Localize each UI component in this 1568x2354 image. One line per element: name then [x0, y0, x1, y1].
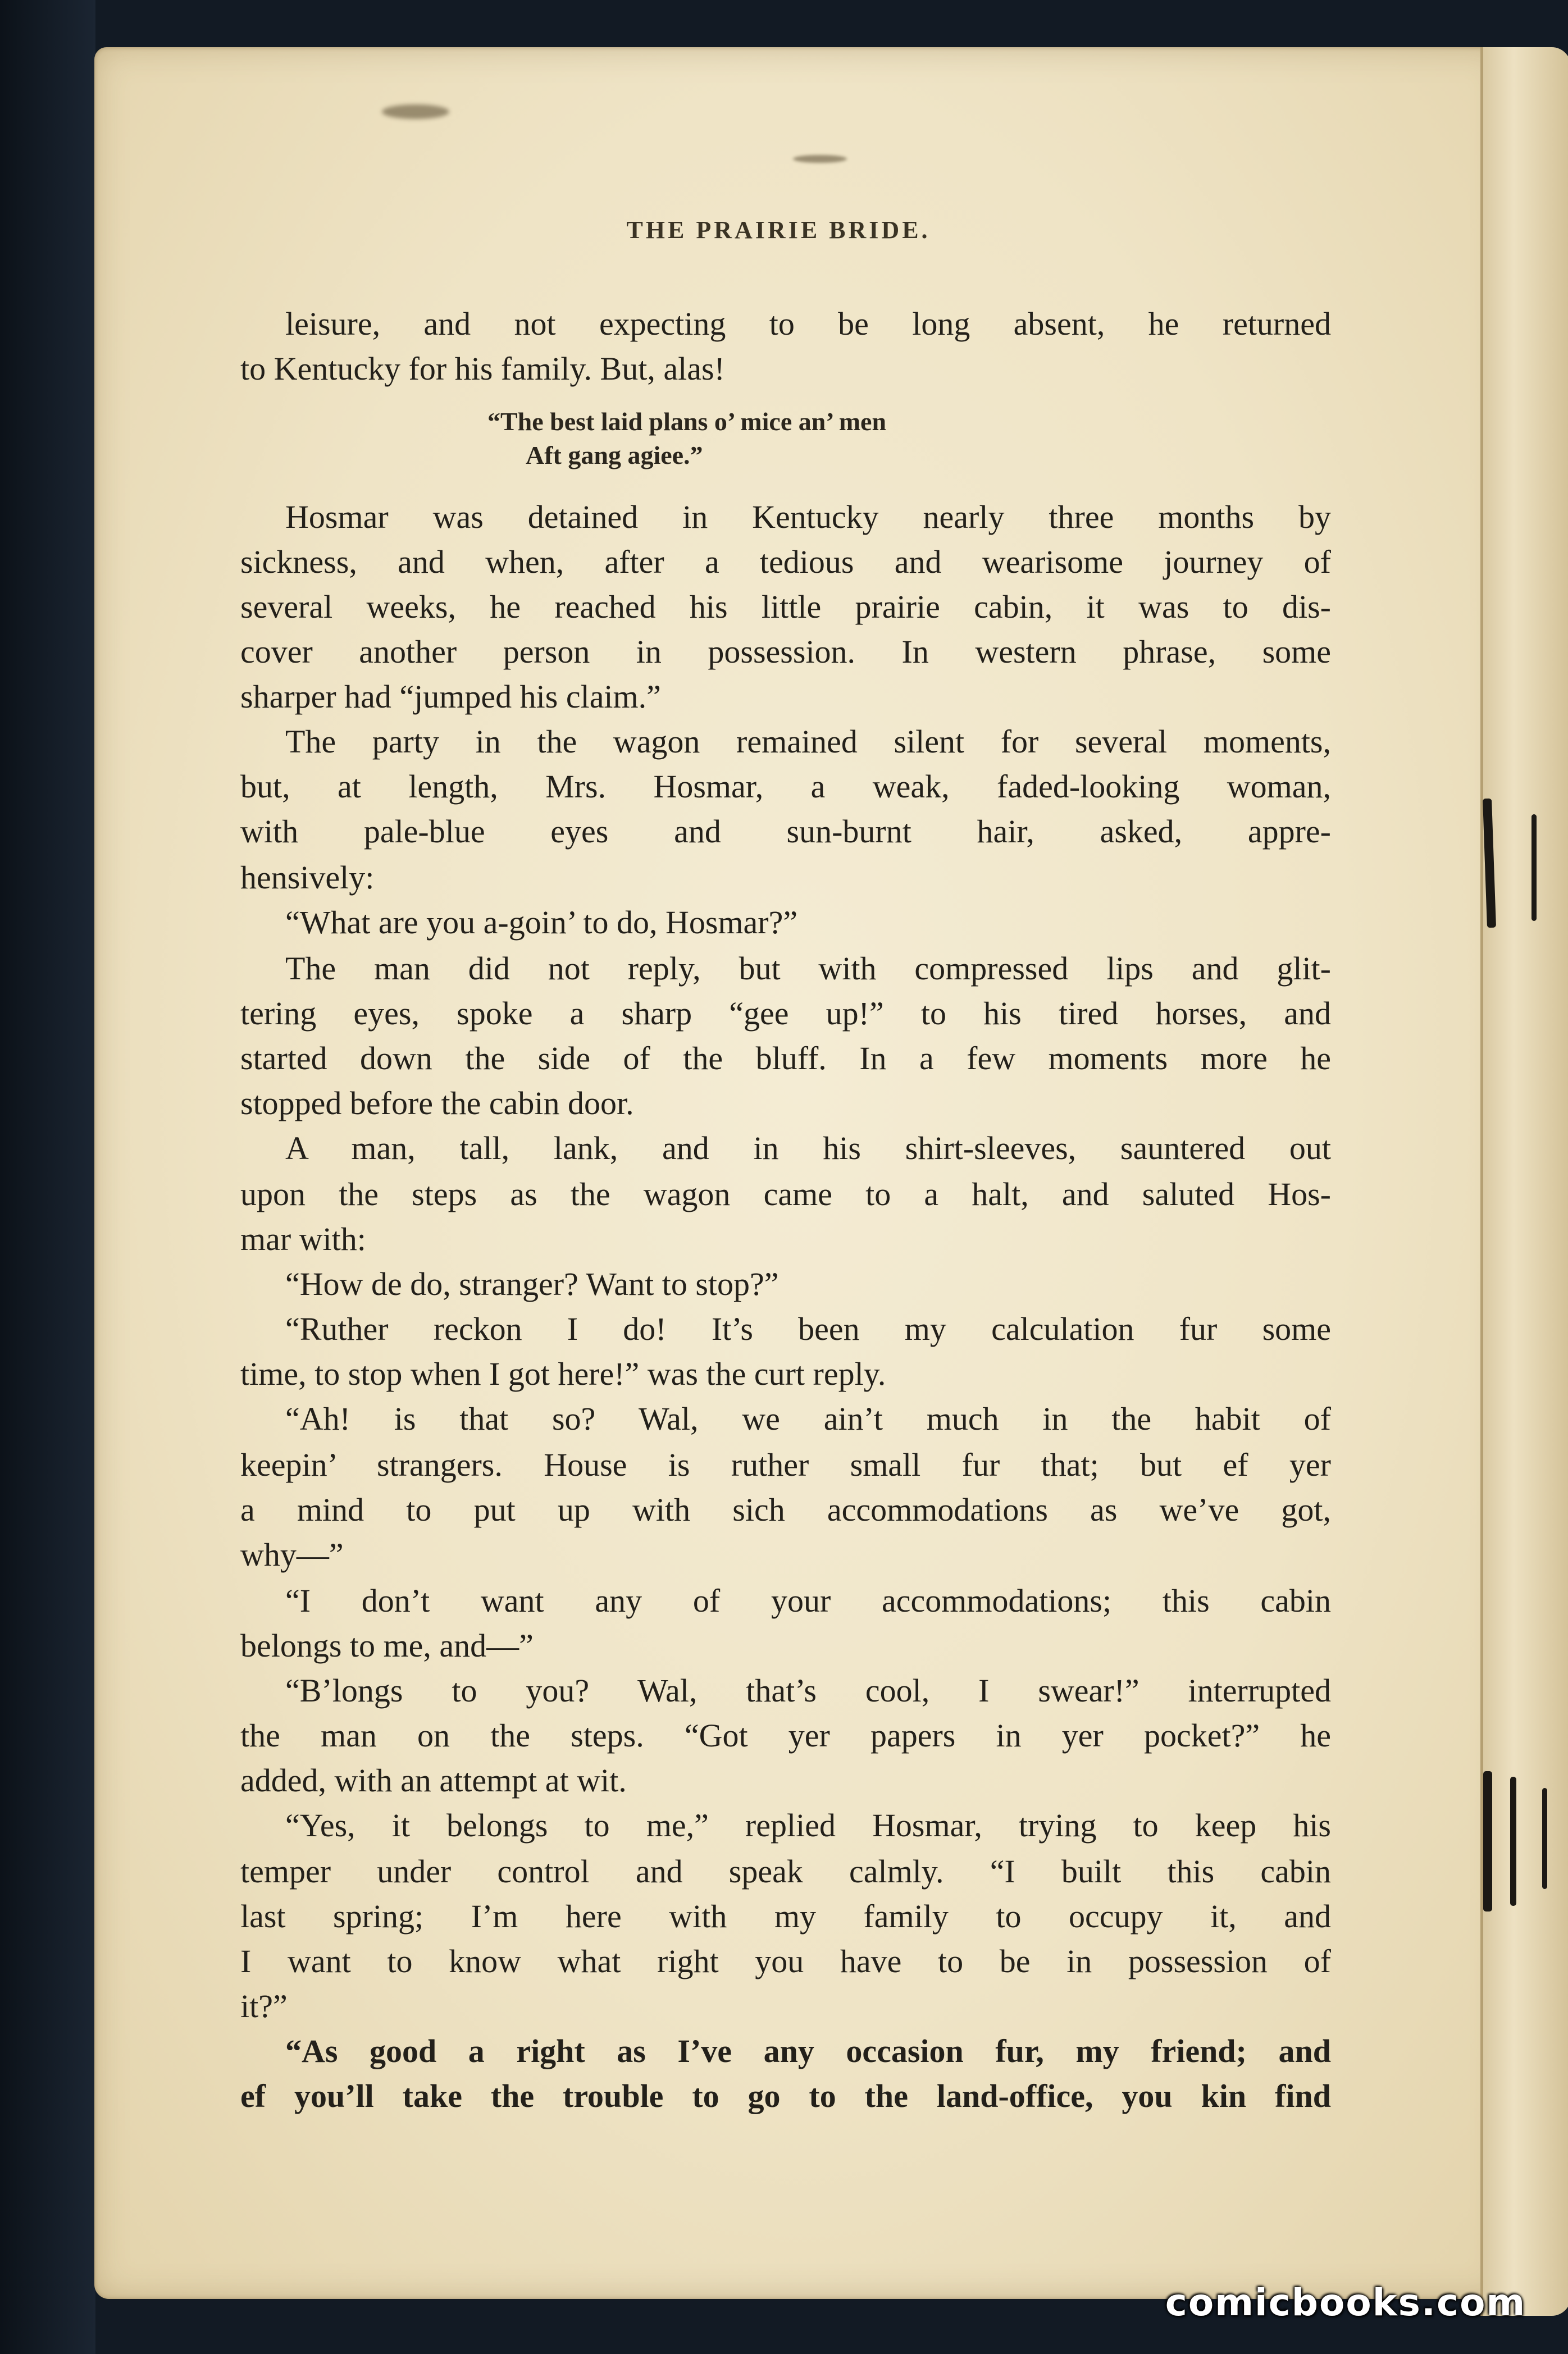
book-spine	[1480, 47, 1568, 2316]
watermark: comicbooks.com	[1165, 2281, 1526, 2324]
poem-line: Aft gang agiee.”	[526, 441, 703, 469]
spine-tear	[1531, 814, 1537, 921]
text-line: “What are you a-goin’ to do, Hosmar?”	[285, 904, 798, 941]
text-line: why—”	[240, 1536, 344, 1573]
text-line: I want to know what right you have to be in possession of	[240, 1943, 1331, 1979]
poem-line: “The best laid plans o’ mice an’ men	[487, 407, 887, 436]
text-line: “How de do, stranger? Want to stop?”	[285, 1266, 779, 1302]
text-line: time, to stop when I got here!” was the curt reply.	[240, 1356, 886, 1392]
text-line: added, with an attempt at wit.	[240, 1762, 627, 1799]
text-line: with pale-blue eyes and sun-burnt hair, asked, appre-	[240, 813, 1331, 850]
text-line: “Ruther reckon I do! It’s been my calculation fur some	[285, 1311, 1331, 1347]
text-line: “I don’t want any of your accommodations; this cabin	[285, 1582, 1331, 1619]
text-line: upon the steps as the wagon came to a halt, and saluted Hos-	[240, 1176, 1331, 1212]
text-line: leisure, and not expecting to be long absent, he returned	[285, 305, 1331, 342]
text-line: Hosmar was detained in Kentucky nearly three months by	[285, 499, 1331, 535]
text-line: The party in the wagon remained silent for several moments,	[285, 723, 1331, 760]
text-line: “Yes, it belongs to me,” replied Hosmar, trying to keep his	[285, 1807, 1331, 1844]
text-line: keepin’ strangers. House is ruther small fur that; but ef yer	[240, 1447, 1331, 1483]
page-background-left	[0, 0, 95, 2354]
text-line: tering eyes, spoke a sharp “gee up!” to his tired horses, and	[240, 995, 1331, 1032]
text-line: ef you’ll take the trouble to go to the land-office, you kin find	[240, 2078, 1331, 2114]
text-line: several weeks, he reached his little prairie cabin, it was to dis-	[240, 588, 1331, 625]
text-line: it?”	[240, 1988, 288, 2024]
running-head: THE PRAIRIE BRIDE.	[626, 216, 931, 244]
text-line: a mind to put up with sich accommodations as we’ve got,	[240, 1491, 1331, 1528]
text-line: mar with:	[240, 1221, 366, 1257]
spine-tear	[1483, 799, 1496, 928]
text-line: sickness, and when, after a tedious and wearisome journey of	[240, 544, 1331, 580]
text-line: sharper had “jumped his claim.”	[240, 678, 661, 715]
text-line: but, at length, Mrs. Hosmar, a weak, faded-looking woman,	[240, 768, 1331, 805]
text-line: A man, tall, lank, and in his shirt-sleeves, sauntered out	[285, 1130, 1331, 1166]
spine-tear	[1483, 1771, 1492, 1912]
text-line: temper under control and speak calmly. “I built this cabin	[240, 1853, 1331, 1890]
ink-smudge	[793, 155, 847, 163]
text-line: last spring; I’m here with my family to occupy it, and	[240, 1898, 1331, 1935]
text-line: started down the side of the bluff. In a few moments more he	[240, 1040, 1331, 1076]
text-line: to Kentucky for his family. But, alas!	[240, 350, 725, 387]
text-line: hensively:	[240, 859, 375, 896]
spine-tear	[1510, 1777, 1516, 1906]
text-line: belongs to me, and—”	[240, 1627, 534, 1664]
text-line: “Ah! is that so? Wal, we ain’t much in the habit of	[285, 1400, 1331, 1437]
ink-smudge	[382, 104, 449, 119]
spine-tear	[1542, 1788, 1547, 1889]
text-line: “As good a right as I’ve any occasion fur, my friend; and	[285, 2033, 1331, 2069]
text-line: The man did not reply, but with compressed lips and glit-	[285, 950, 1331, 987]
text-line: stopped before the cabin door.	[240, 1085, 634, 1121]
text-line: “B’longs to you? Wal, that’s cool, I swear!” interrupted	[285, 1672, 1331, 1709]
text-line: the man on the steps. “Got yer papers in yer pocket?” he	[240, 1717, 1331, 1754]
text-line: cover another person in possession. In western phrase, some	[240, 633, 1331, 670]
